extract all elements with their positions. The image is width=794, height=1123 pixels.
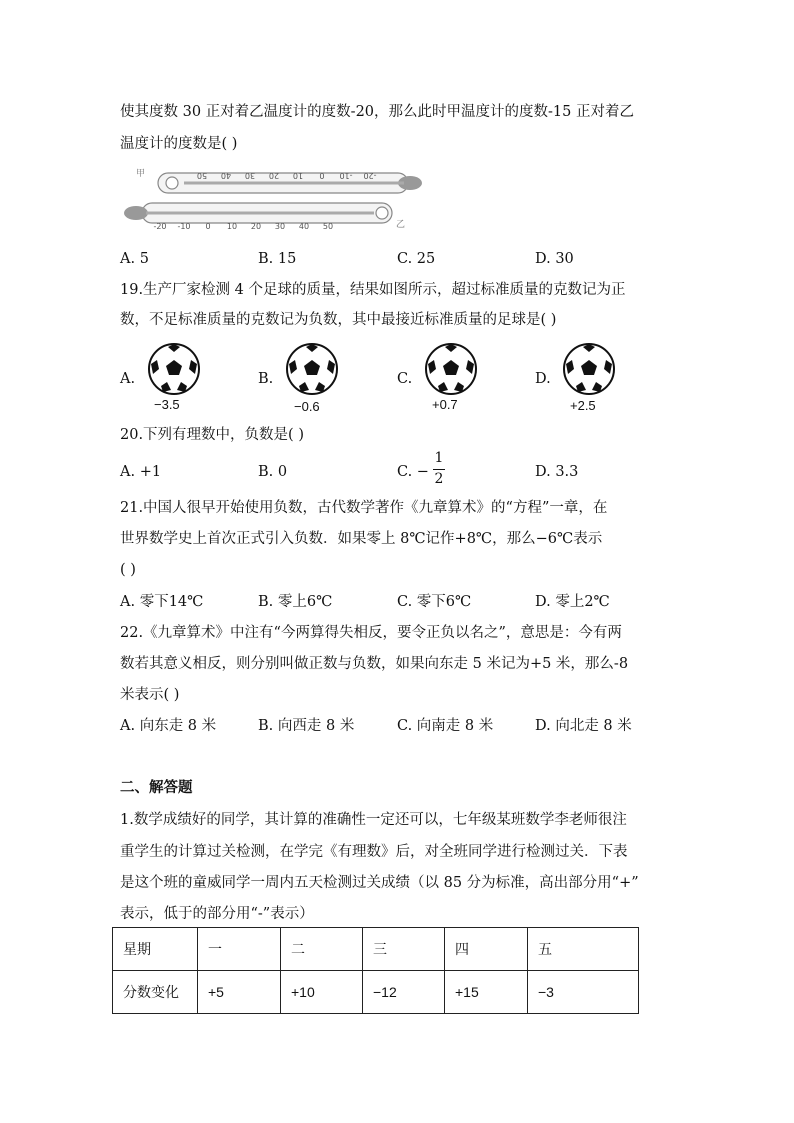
ball-mass-label: +2.5 (570, 398, 596, 413)
q21-text-line3: ( ) (120, 562, 136, 578)
thermometer-tick-label: 10 (292, 171, 304, 180)
q20-option-a[interactable]: A. +1 (120, 464, 162, 480)
q21-option-a[interactable]: A. 零下14℃ (120, 594, 204, 610)
fraction-numerator: 1 (434, 450, 444, 466)
q22-option-c[interactable]: C. 向南走 8 米 (397, 718, 494, 734)
thermometer-bottom-label: 乙 (396, 220, 406, 230)
section-title: 二、解答题 (120, 779, 193, 796)
thermometer-tick-label: 0 (205, 222, 211, 231)
q18-option-c[interactable]: C. 25 (397, 251, 436, 267)
q22-text-line3: 米表示( ) (120, 687, 180, 703)
thermometer-tick-label: 20 (250, 222, 262, 231)
thermometer-top-label: 甲 (136, 169, 146, 179)
thermometers-figure (124, 165, 424, 235)
thermometer-tick-label: 40 (298, 222, 310, 231)
q22-option-b[interactable]: B. 向西走 8 米 (258, 718, 355, 734)
q21-option-d[interactable]: D. 零上2℃ (535, 594, 610, 610)
q21-text-line2: 世界数学史上首次正式引入负数．如果零上 8℃记作+8℃，那么−6℃表示 (120, 531, 603, 547)
q20-option-d[interactable]: D. 3.3 (535, 464, 579, 480)
thermometer-tick-label: -20 (363, 171, 377, 180)
fraction-bar (433, 469, 445, 470)
thermometer-tick-label: 30 (274, 222, 286, 231)
q19-text-line1: 19.生产厂家检测 4 个足球的质量，结果如图所示，超过标准质量的克数记为正 (120, 282, 626, 298)
table-cell: 二 (281, 928, 363, 971)
thermometer-tick-label: 20 (268, 171, 280, 180)
score-table (112, 927, 639, 1014)
table-cell: 分数变化 (113, 971, 198, 1014)
q22-text-line1: 22.《九章算术》中注有“今两算得失相反，要令正负以名之”，意思是：今有两 (120, 625, 622, 641)
q18-option-b[interactable]: B. 15 (258, 251, 297, 267)
thermometer-tick-label: -10 (177, 222, 191, 231)
thermometer-tick-label: 30 (244, 171, 256, 180)
ball-mass-label: −0.6 (294, 399, 320, 414)
table-header-row (113, 928, 639, 971)
table-cell: +10 (281, 971, 363, 1014)
thermometer-tick-label: 50 (196, 171, 208, 180)
q19-text-line2: 数，不足标准质量的克数记为负数，其中最接近标准质量的足球是( ) (120, 312, 557, 328)
soccer-ball-icon (424, 342, 478, 396)
q19-option-d-letter[interactable]: D. (535, 371, 551, 387)
ball-mass-label: −3.5 (154, 397, 180, 412)
thermometer-tick-label: 10 (226, 222, 238, 231)
table-cell: −12 (363, 971, 445, 1014)
thermometer-tick-label: 40 (220, 171, 232, 180)
q21-option-c[interactable]: C. 零下6℃ (397, 594, 472, 610)
table-cell: 一 (198, 928, 281, 971)
q19-option-a-letter[interactable]: A. (120, 371, 136, 387)
p1-text-line2: 重学生的计算过关检测，在学完《有理数》后，对全班同学进行检测过关．下表 (120, 844, 628, 860)
table-row (113, 971, 639, 1014)
soccer-ball-icon (147, 342, 201, 396)
table-cell: 五 (528, 928, 639, 971)
table-cell: 三 (363, 928, 445, 971)
thermometer-tick-label: -20 (153, 222, 167, 231)
q18-text-line2: 温度计的度数是( ) (120, 136, 238, 152)
p1-text-line4: 表示，低于的部分用“-”表示） (120, 906, 314, 922)
fraction-denominator: 2 (434, 471, 444, 487)
thermometer-tick-label: -10 (339, 171, 353, 180)
table-cell: 四 (445, 928, 528, 971)
table-cell: +15 (445, 971, 528, 1014)
table-cell: +5 (198, 971, 281, 1014)
ball-mass-label: +0.7 (432, 397, 458, 412)
p1-text-line3: 是这个班的童威同学一周内五天检测过关成绩（以 85 分为标准，高出部分用“+” (120, 875, 639, 891)
q18-option-a[interactable]: A. 5 (120, 251, 149, 267)
q20-text: 20.下列有理数中，负数是( ) (120, 427, 304, 443)
table-cell: 星期 (113, 928, 198, 971)
q22-option-a[interactable]: A. 向东走 8 米 (120, 718, 217, 734)
q22-text-line2: 数若其意义相反，则分别叫做正数与负数，如果向东走 5 米记为+5 米，那么-8 (120, 656, 629, 672)
q21-text-line1: 21.中国人很早开始使用负数，古代数学著作《九章算术》的“方程”一章，在 (120, 500, 608, 516)
table-cell: −3 (528, 971, 639, 1014)
q18-text-line1: 使其度数 30 正对着乙温度计的度数-20，那么此时甲温度计的度数-15 正对着乙 (120, 104, 634, 120)
soccer-ball-icon (562, 342, 616, 396)
p1-text-line1: 1.数学成绩好的同学，其计算的准确性一定还可以，七年级某班数学李老师很注 (120, 812, 627, 828)
thermometer-tick-label: 50 (322, 222, 334, 231)
q19-option-c-letter[interactable]: C. (397, 371, 413, 387)
q20-option-b[interactable]: B. 0 (258, 464, 288, 480)
soccer-ball-icon (285, 342, 339, 396)
thermometer-tick-label: 0 (319, 171, 325, 180)
q18-option-d[interactable]: D. 30 (535, 251, 574, 267)
q19-option-b-letter[interactable]: B. (258, 371, 274, 387)
q20-option-c[interactable]: C. − (397, 464, 429, 480)
q22-option-d[interactable]: D. 向北走 8 米 (535, 718, 632, 734)
q21-option-b[interactable]: B. 零上6℃ (258, 594, 333, 610)
